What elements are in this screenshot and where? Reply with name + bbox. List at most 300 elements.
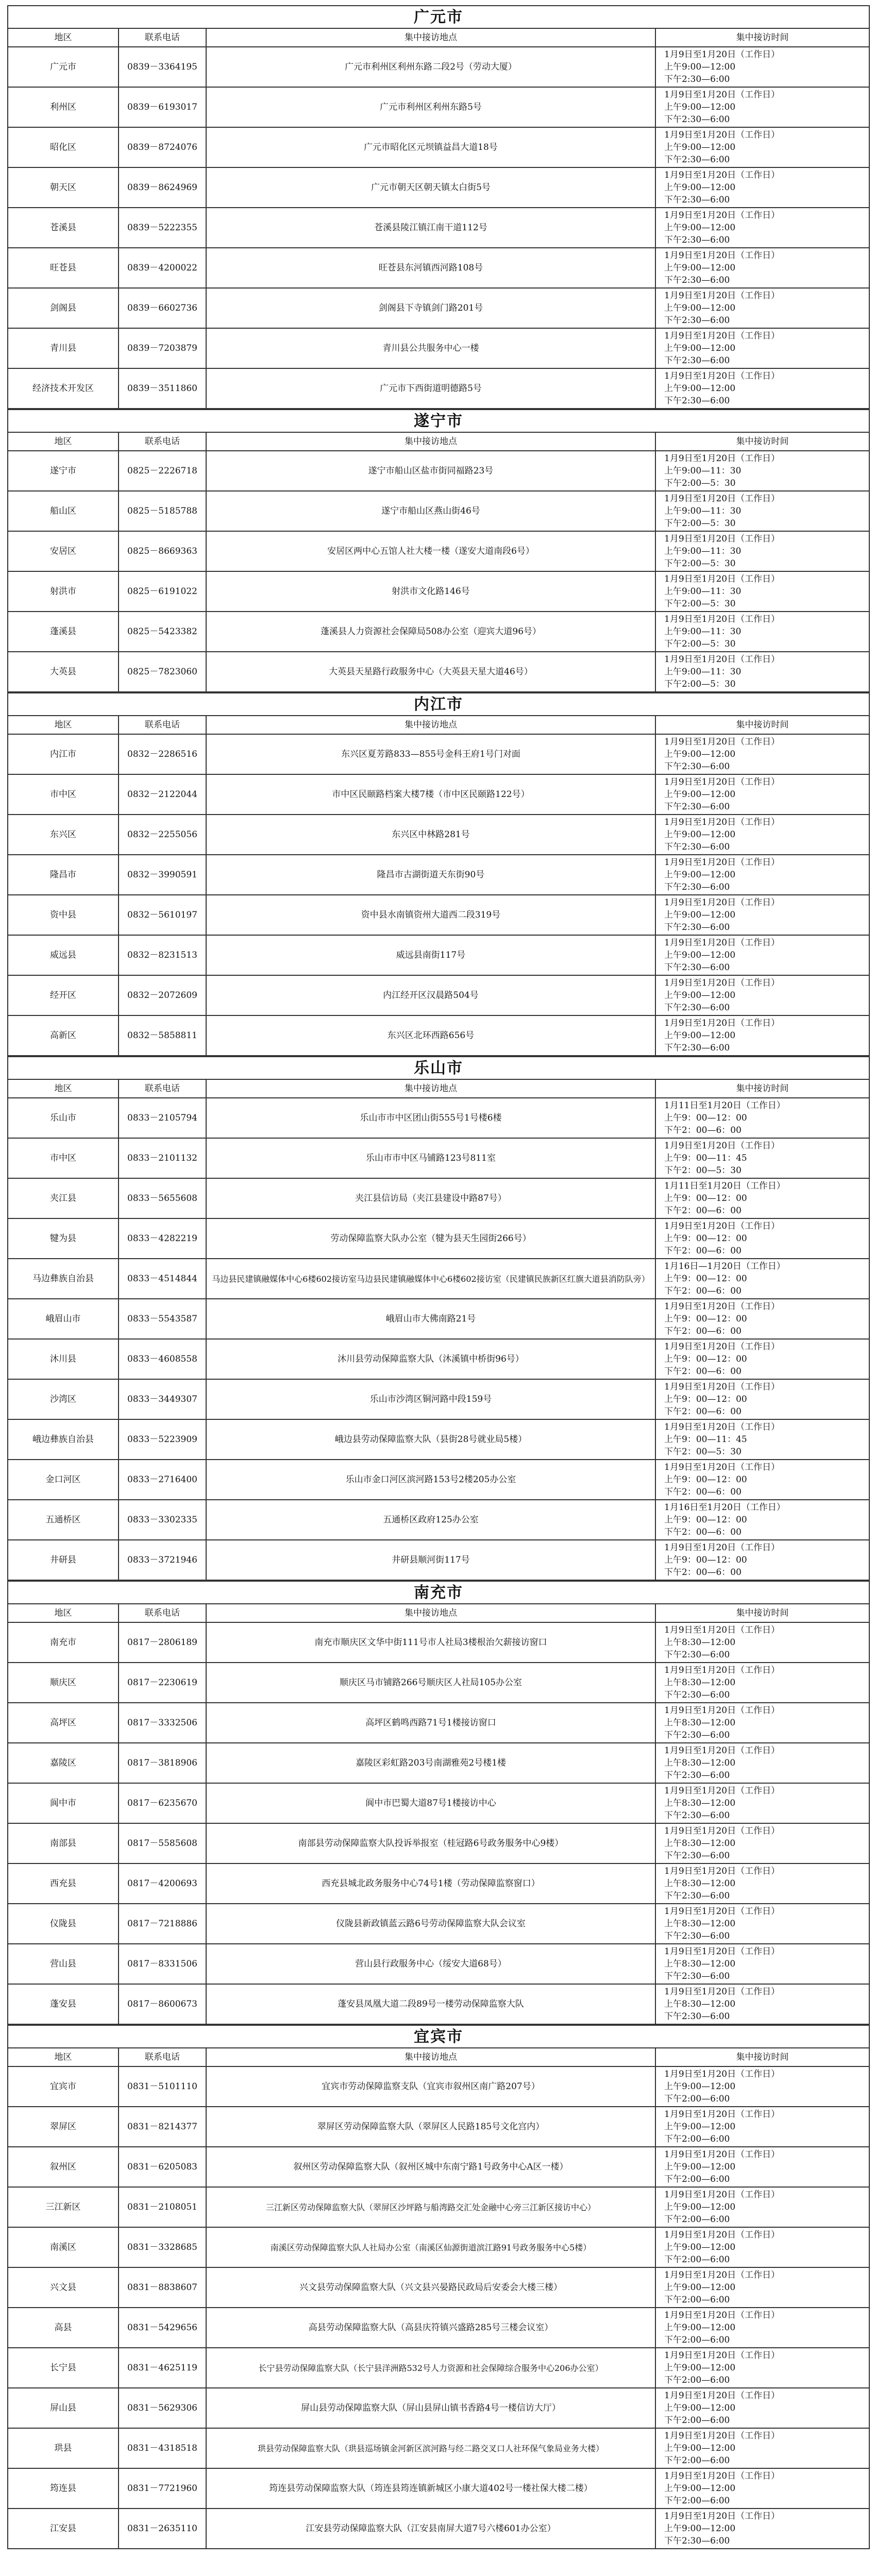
time-cell [655,1419,869,1460]
time-cell [655,248,869,288]
time-line: 1月9日至1月20日（工作日） [664,170,780,180]
address-cell: 顺庆区马市铺路266号顺庆区人社局105办公室 [206,1663,655,1703]
time-line: 上午9:00—12:00 [664,910,736,920]
time-line: 上午9:00—12:00 [664,2323,736,2333]
time-line: 1月9日至1月20日（工作日） [664,938,780,948]
time-line: 下午2：00—5：30 [664,1165,742,1176]
address-cell: 青川县公共服务中心一楼 [206,328,655,368]
time-line: 上午9:00—12:00 [664,829,736,840]
phone-cell: 0833－2105794 [119,1098,206,1138]
region-cell: 三江新区 [8,2187,119,2227]
address-cell: 射洪市文化路146号 [206,571,655,612]
time-line: 1月9日至1月20日（工作日） [664,1745,780,1756]
time-line: 下午2:00—6:00 [664,2094,730,2104]
table-row [8,2428,869,2468]
phone-cell: 0832－2122044 [119,774,206,815]
time-line: 下午2:30—6:00 [664,74,730,84]
time-cell [655,2509,869,2549]
column-header: 集中接访时间 [655,28,869,47]
table-row [8,2147,869,2187]
table-row [8,491,869,531]
phone-cell: 0831－5429656 [119,2308,206,2348]
address-cell: 广元市利州区利州东路5号 [206,87,655,127]
table-row [8,2348,869,2388]
time-line: 1月11日至1月20日（工作日） [664,1100,785,1111]
table-row [8,1500,869,1540]
time-cell [655,2348,869,2388]
address-cell: 蓬溪县人力资源社会保障局508办公室（迎宾大道96号） [206,612,655,652]
table-row [8,1663,869,1703]
region-cell: 射洪市 [8,571,119,612]
table-row [8,1178,869,1218]
time-line: 1月9日至1月20日（工作日） [664,1946,780,1957]
address-cell: 长宁县劳动保障监察大队（长宁县洋洲路532号人力资源和社会保障综合服务中心206办公室） [206,2348,655,2388]
time-line: 上午9:00—12:00 [664,789,736,800]
region-cell: 叙州区 [8,2147,119,2187]
time-line: 1月9日至1月20日（工作日） [664,90,780,100]
time-cell [655,935,869,975]
time-line: 1月9日至1月20日（工作日） [664,2069,780,2079]
time-line: 1月9日至1月20日（工作日） [664,49,780,60]
address-cell: 兴文县劳动保障监察大队（兴文县兴晏路民政局后安委会大楼三楼） [206,2267,655,2308]
region-cell: 朝天区 [8,167,119,208]
time-line: 1月9日至1月20日（工作日） [664,1866,780,1876]
phone-cell: 0833－5543587 [119,1299,206,1339]
time-line: 上午9:00—12:00 [664,1030,736,1041]
time-cell [655,1299,869,1339]
phone-cell: 0833－4514844 [119,1259,206,1299]
time-line: 上午9:00—12:00 [664,303,736,313]
time-line: 上午8:30—12:00 [664,1637,736,1648]
table-row [8,1783,869,1823]
time-line: 1月9日至1月20日（工作日） [664,250,780,261]
time-line: 1月9日至1月20日（工作日） [664,574,780,584]
time-line: 上午9:00—12:00 [664,950,736,960]
time-line: 上午9:00—12:00 [664,383,736,394]
phone-cell: 0833－5655608 [119,1178,206,1218]
time-line: 下午2：00—6：00 [664,1567,742,1578]
phone-cell: 0825－7823060 [119,652,206,692]
address-cell: 广元市昭化区元坝镇益昌大道18号 [206,127,655,167]
city-title: 广元市 [8,6,869,28]
time-line: 上午9:00—11：30 [664,506,742,516]
time-line: 下午2:00—5：30 [664,518,736,529]
time-line: 下午2:30—6:00 [664,1730,730,1740]
document [7,5,869,2549]
time-line: 下午2：00—6：00 [664,1406,742,1417]
address-cell: 内江经开区汉晨路504号 [206,975,655,1015]
address-cell: 遂宁市船山区盐市街同福路23号 [206,451,655,491]
address-cell: 东兴区北环西路656号 [206,1015,655,1056]
time-line: 下午2:00—6:00 [664,2134,730,2144]
time-line: 下午2：00—6：00 [664,1246,742,1256]
time-cell [655,1259,869,1299]
time-line: 1月9日至1月20日（工作日） [664,2471,780,2481]
table-row [8,288,869,328]
time-line: 1月9日至1月20日（工作日） [664,2391,780,2401]
time-line: 1月9日至1月20日（工作日） [664,1141,780,1151]
region-cell: 屏山县 [8,2388,119,2428]
time-cell [655,1703,869,1743]
table-row [8,2107,869,2147]
time-cell [655,2187,869,2227]
time-line: 1月9日至1月20日（工作日） [664,2149,780,2160]
region-cell: 夹江县 [8,1178,119,1218]
header-row [8,716,869,734]
time-line: 1月9日至1月20日（工作日） [664,2511,780,2521]
phone-cell: 0832－5610197 [119,895,206,935]
table-row [8,2227,869,2267]
table-row [8,815,869,855]
address-cell: 峨眉山市大佛南路21号 [206,1299,655,1339]
time-cell [655,1339,869,1379]
phone-cell: 0831－2108051 [119,2187,206,2227]
address-cell: 乐山市金口河区滨河路153号2楼205办公室 [206,1460,655,1500]
city-title: 遂宁市 [8,410,869,432]
column-header: 集中接访时间 [655,1604,869,1622]
phone-cell: 0825－5423382 [119,612,206,652]
address-cell: 蓬安县凤凰大道二段89号一楼劳动保障监察大队 [206,1984,655,2024]
phone-cell: 0833－3449307 [119,1379,206,1419]
region-cell: 乐山市 [8,1098,119,1138]
time-line: 1月9日至1月20日（工作日） [664,2431,780,2441]
address-cell: 阆中市巴蜀大道87号1楼接访中心 [206,1783,655,1823]
phone-cell: 0832－3990591 [119,855,206,895]
region-cell: 南部县 [8,1823,119,1863]
time-line: 上午9:00—12:00 [664,2483,736,2494]
time-line: 下午2:00—6:00 [664,2214,730,2225]
time-line: 上午9：00—12：00 [664,1314,747,1324]
phone-cell: 0825－2226718 [119,451,206,491]
time-line: 下午2:00—6:00 [664,2415,730,2426]
region-cell: 兴文县 [8,2267,119,2308]
time-cell [655,288,869,328]
time-line: 上午9:00—12:00 [664,343,736,353]
phone-cell: 0817－4200693 [119,1863,206,1904]
phone-cell: 0817－8600673 [119,1984,206,2024]
address-cell: 高县劳动保障监察大队（高县庆符镇兴盛路285号三楼会议室） [206,2308,655,2348]
time-line: 1月9日至1月20日（工作日） [664,494,780,504]
time-line: 下午2:00—6:00 [664,2455,730,2466]
time-line: 上午9：00—11：45 [664,1153,747,1163]
time-line: 上午9:00—12:00 [664,263,736,273]
time-cell [655,612,869,652]
table-row [8,2187,869,2227]
time-cell [655,1218,869,1259]
header-row [8,1079,869,1098]
time-line: 1月9日至1月20日（工作日） [664,371,780,381]
column-header: 地区 [8,2048,119,2066]
address-cell: 沐川县劳动保障监察大队（沐溪镇中桥街96号） [206,1339,655,1379]
column-header: 集中接访地点 [206,716,655,734]
table-row [8,208,869,248]
column-header: 联系电话 [119,2048,206,2066]
time-line: 上午9:00—12:00 [664,223,736,233]
time-line: 下午2：00—6：00 [664,1487,742,1497]
time-line: 上午9:00—12:00 [664,990,736,1001]
region-cell: 青川县 [8,328,119,368]
time-line: 下午2:00—5：30 [664,558,736,569]
table-row [8,1944,869,1984]
time-line: 上午9：00—12：00 [664,1555,747,1565]
table-row [8,1419,869,1460]
time-line: 下午2:00—6:00 [664,2174,730,2184]
phone-cell: 0832－5858811 [119,1015,206,1056]
address-cell: 翠屏区劳动保障监察大队（翠屏区人民路185号文化宫内） [206,2107,655,2147]
address-cell: 市中区民颐路档案大楼7楼（市中区民颐路122号） [206,774,655,815]
time-line: 下午2:30—6:00 [664,315,730,326]
time-line: 上午9：00—11：45 [664,1434,747,1445]
time-line: 下午2:30—6:00 [664,1971,730,1981]
time-line: 下午2:30—6:00 [664,1650,730,1660]
time-line: 下午2:00—6:00 [664,2335,730,2345]
time-line: 1月9日至1月20日（工作日） [664,654,780,665]
phone-cell: 0817－2230619 [119,1663,206,1703]
phone-cell: 0817－6235670 [119,1783,206,1823]
time-cell [655,774,869,815]
address-cell: 井研县顺河街117号 [206,1540,655,1580]
region-cell: 翠屏区 [8,2107,119,2147]
address-cell: 东兴区中林路281号 [206,815,655,855]
region-cell: 西充县 [8,1863,119,1904]
table-row [8,1904,869,1944]
address-cell: 夹江县信访局（夹江县建设中路87号） [206,1178,655,1218]
time-cell [655,47,869,87]
city-title-row [8,1581,869,1604]
region-cell: 高县 [8,2308,119,2348]
time-line: 上午9：00—12：00 [664,1113,747,1123]
region-cell: 顺庆区 [8,1663,119,1703]
address-cell: 遂宁市船山区燕山街46号 [206,491,655,531]
address-cell: 宜宾市劳动保障监察支队（宜宾市叙州区南广路207号） [206,2066,655,2107]
address-cell: 苍溪县陵江镇江南干道112号 [206,208,655,248]
time-line: 上午9:00—12:00 [664,2523,736,2534]
phone-cell: 0839－8624969 [119,167,206,208]
address-cell: 南溪区劳动保障监察大队人社局办公室（南溪区仙源街道滨江路91号政务服务中心5楼） [206,2227,655,2267]
time-line: 下午2:30—6:00 [664,1931,730,1941]
time-line: 下午2:00—5：30 [664,679,736,689]
header-row [8,432,869,451]
table-row [8,2509,869,2549]
address-cell: 广元市朝天区朝天镇太白街5号 [206,167,655,208]
table-row [8,2308,869,2348]
region-cell: 市中区 [8,1138,119,1178]
address-cell: 筠连县劳动保障监察大队（筠连县筠连镇新城区小康大道402号一楼社保大楼二楼） [206,2468,655,2509]
time-line: 下午2:00—6:00 [664,2295,730,2305]
phone-cell: 0832－2072609 [119,975,206,1015]
address-cell: 东兴区夏芳路833—855号金科王府1号门对面 [206,734,655,774]
time-cell [655,1500,869,1540]
time-cell [655,975,869,1015]
column-header: 联系电话 [119,1079,206,1098]
address-cell: 仪陇县新政镇蓝云路6号劳动保障监察大队会议室 [206,1904,655,1944]
time-line: 1月9日至1月20日（工作日） [664,130,780,140]
time-cell [655,2147,869,2187]
phone-cell: 0833－2101132 [119,1138,206,1178]
address-cell: 南充市顺庆区文华中街111号市人社局3楼根治欠薪接访窗口 [206,1622,655,1663]
time-cell [655,1138,869,1178]
table-row [8,1138,869,1178]
region-cell: 内江市 [8,734,119,774]
table-row [8,1622,869,1663]
time-line: 下午2：00—6：00 [664,1286,742,1296]
region-cell: 宜宾市 [8,2066,119,2107]
address-cell: 乐山市市中区团山街555号1号楼6楼 [206,1098,655,1138]
time-line: 1月9日至1月20日（工作日） [664,2109,780,2120]
phone-cell: 0831－4318518 [119,2428,206,2468]
time-line: 上午9:00—11：30 [664,546,742,556]
city-title-row [8,410,869,432]
time-cell [655,652,869,692]
city-title: 南充市 [8,1581,869,1604]
region-cell: 大英县 [8,652,119,692]
time-line: 上午8:30—12:00 [664,1758,736,1768]
header-row [8,2048,869,2066]
time-line: 下午2：00—6：00 [664,1326,742,1336]
time-line: 1月9日至1月20日（工作日） [664,453,780,464]
phone-cell: 0833－3302335 [119,1500,206,1540]
time-line: 上午8:30—12:00 [664,1838,736,1849]
address-cell: 营山县行政服务中心（绥安大道68号） [206,1944,655,1984]
time-line: 上午9:00—12:00 [664,870,736,880]
address-cell: 安居区两中心五馆人社大楼一楼（遂安大道南段6号） [206,531,655,571]
time-line: 下午2:30—6:00 [664,1770,730,1781]
region-cell: 剑阁县 [8,288,119,328]
region-cell: 高新区 [8,1015,119,1056]
time-line: 1月9日至1月20日（工作日） [664,1987,780,1997]
time-cell [655,815,869,855]
phone-cell: 0831－3328685 [119,2227,206,2267]
address-cell: 西充县城北政务服务中心74号1楼（劳动保障监察窗口） [206,1863,655,1904]
city-table [7,409,870,692]
time-cell [655,1622,869,1663]
time-line: 下午2:30—6:00 [664,1690,730,1700]
column-header: 地区 [8,716,119,734]
time-line: 上午9:00—12:00 [664,2242,736,2252]
time-cell [655,571,869,612]
time-cell [655,368,869,409]
address-cell: 威远县南街117号 [206,935,655,975]
address-cell: 广元市下西街道明德路5号 [206,368,655,409]
time-line: 1月9日至1月20日（工作日） [664,817,780,827]
time-line: 上午9：00—12：00 [664,1515,747,1525]
region-cell: 五通桥区 [8,1500,119,1540]
column-header: 集中接访时间 [655,2048,869,2066]
region-cell: 安居区 [8,531,119,571]
time-cell [655,1823,869,1863]
time-cell [655,531,869,571]
time-line: 1月9日至1月20日（工作日） [664,1422,780,1432]
table-row [8,2468,869,2509]
time-line: 上午9:00—12:00 [664,102,736,112]
table-row [8,328,869,368]
region-cell: 利州区 [8,87,119,127]
phone-cell: 0839－4200022 [119,248,206,288]
time-line: 下午2:30—6:00 [664,2011,730,2022]
time-cell [655,328,869,368]
time-cell [655,1098,869,1138]
table-row [8,2388,869,2428]
phone-cell: 0831－4625119 [119,2348,206,2388]
time-line: 下午2:30—6:00 [664,155,730,165]
phone-cell: 0839－6193017 [119,87,206,127]
address-cell: 大英县天星路行政服务中心（大英县天星大道46号） [206,652,655,692]
time-cell [655,2107,869,2147]
time-cell [655,1904,869,1944]
time-cell [655,1663,869,1703]
time-cell [655,1178,869,1218]
time-line: 上午8:30—12:00 [664,1798,736,1808]
time-line: 1月9日至1月20日（工作日） [664,2350,780,2361]
city-table [7,1056,870,1581]
column-header: 集中接访地点 [206,28,655,47]
phone-cell: 0831－7721960 [119,2468,206,2509]
time-cell [655,87,869,127]
time-line: 1月9日至1月20日（工作日） [664,1786,780,1796]
time-line: 上午9:00—12:00 [664,2443,736,2453]
address-cell: 五通桥区政府125办公室 [206,1500,655,1540]
time-line: 1月9日至1月20日（工作日） [664,1221,780,1231]
phone-cell: 0832－2255056 [119,815,206,855]
address-cell: 劳动保障监察大队办公室（犍为县天生园街266号） [206,1218,655,1259]
time-line: 下午2:30—6:00 [664,2536,730,2546]
phone-cell: 0839－7203879 [119,328,206,368]
time-line: 上午9：00—12：00 [664,1394,747,1404]
table-row [8,612,869,652]
time-line: 上午9:00—12:00 [664,749,736,759]
header-row [8,1604,869,1622]
region-cell: 蓬安县 [8,1984,119,2024]
time-line: 1月9日至1月20日（工作日） [664,291,780,301]
time-cell [655,127,869,167]
region-cell: 广元市 [8,47,119,87]
column-header: 联系电话 [119,28,206,47]
column-header: 地区 [8,28,119,47]
time-line: 1月16日至1月20日（工作日） [664,1502,785,1513]
address-cell: 高坪区鹤鸣西路71号1楼接访窗口 [206,1703,655,1743]
table-row [8,734,869,774]
phone-cell: 0817－2806189 [119,1622,206,1663]
address-cell: 旺苍县东河镇西河路108号 [206,248,655,288]
time-line: 下午2:30—6:00 [664,882,730,892]
region-cell: 嘉陵区 [8,1743,119,1783]
table-row [8,975,869,1015]
table-row [8,47,869,87]
column-header: 集中接访时间 [655,1079,869,1098]
phone-cell: 0833－2716400 [119,1460,206,1500]
time-line: 上午9:00—12:00 [664,182,736,193]
region-cell: 高坪区 [8,1703,119,1743]
time-line: 上午9:00—12:00 [664,2363,736,2373]
table-row [8,127,869,167]
region-cell: 珙县 [8,2428,119,2468]
time-line: 下午2：00—6：00 [664,1366,742,1377]
region-cell: 仪陇县 [8,1904,119,1944]
table-row [8,1984,869,2024]
region-cell: 蓬溪县 [8,612,119,652]
region-cell: 威远县 [8,935,119,975]
time-line: 下午2:30—6:00 [664,1851,730,1861]
address-cell: 叙州区劳动保障监察大队（叙州区城中东南宁路1号政务中心A区一楼） [206,2147,655,2187]
time-line: 上午9：00—12：00 [664,1354,747,1364]
table-row [8,1703,869,1743]
phone-cell: 0831－5101110 [119,2066,206,2107]
table-row [8,652,869,692]
time-line: 上午9:00—12:00 [664,62,736,72]
table-row [8,1863,869,1904]
time-line: 1月16日—1月20日（工作日） [664,1261,785,1272]
time-cell [655,1944,869,1984]
